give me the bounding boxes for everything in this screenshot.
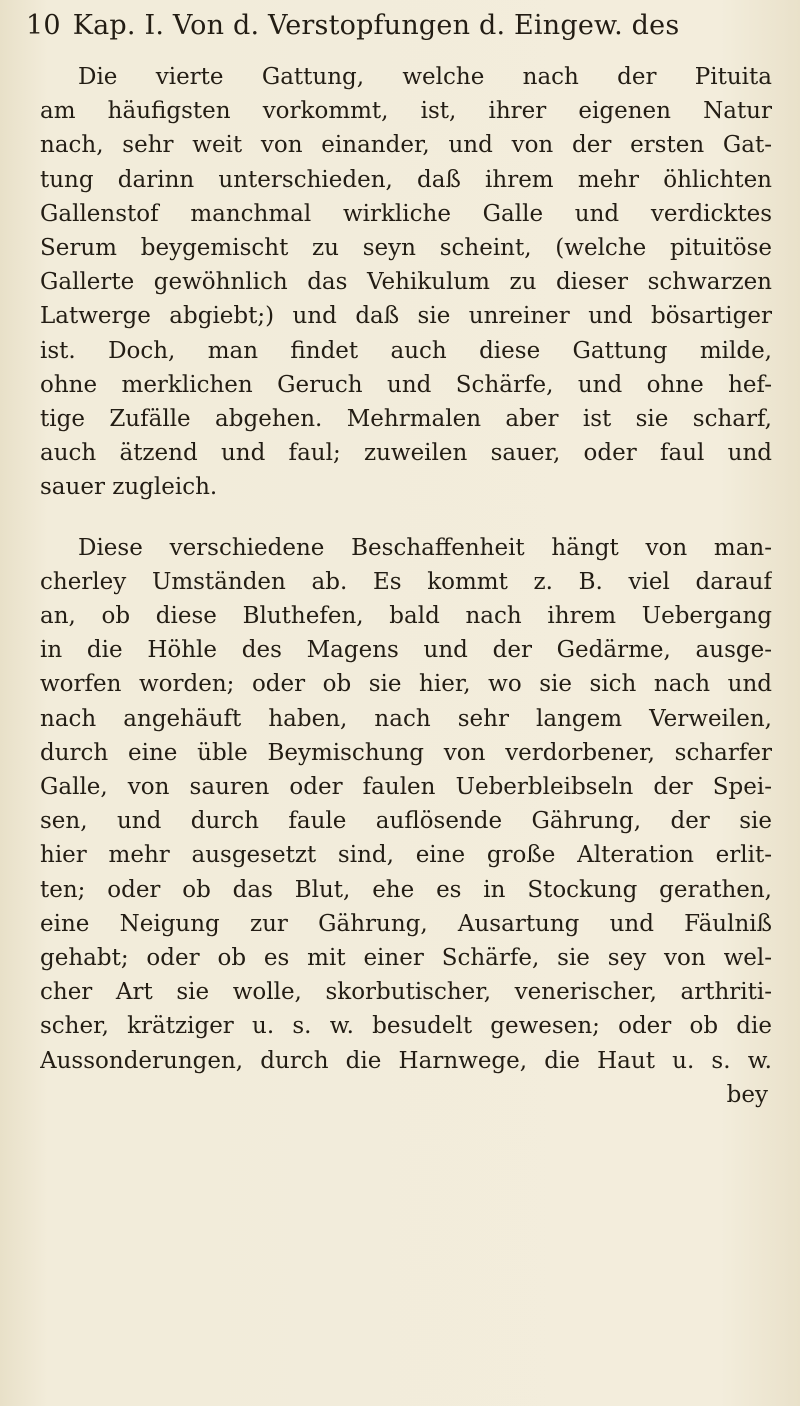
text-line: eine Neigung zur Gährung, Ausartung und Fäulniß <box>40 910 772 937</box>
page-number: 10 <box>26 10 61 41</box>
text-line: an, ob diese Bluthefen, bald nach ihrem Uebergang <box>40 603 772 630</box>
text-line: cherley Umständen ab. Es kommt z. B. viel darauf <box>40 568 772 595</box>
text-line: Gallerte gewöhnlich das Vehikulum zu dieser schwarzen <box>40 269 772 296</box>
text-line: hier mehr ausgesetzt sind, eine große Alteration erlit- <box>40 842 772 869</box>
text-line: worfen worden; oder ob sie hier, wo sie sich nach und <box>40 671 772 698</box>
paragraph-2 <box>40 531 772 1078</box>
text-line: Aussonderungen, durch die Harnwege, die Haut u. s. w. <box>40 1047 772 1074</box>
text-line: gehabt; oder ob es mit einer Schärfe, sie sey von wel- <box>40 945 772 972</box>
text-line: sauer zugleich. <box>40 474 218 501</box>
text-line: Diese verschiedene Beschaffenheit hängt von man- <box>78 534 772 561</box>
text-line: scher, krätziger u. s. w. besudelt gewesen; oder ob die <box>40 1013 772 1040</box>
text-line: cher Art sie wolle, skorbutischer, venerischer, arthriti- <box>40 979 772 1006</box>
text-line: tige Zufälle abgehen. Mehrmalen aber ist sie scharf, <box>40 406 772 433</box>
text-line: nach angehäuft haben, nach sehr langem Verweilen, <box>40 705 772 732</box>
text-line: ohne merklichen Geruch und Schärfe, und ohne hef- <box>40 371 772 398</box>
text-line: Galle, von sauren oder faulen Ueberbleibseln der Spei- <box>40 774 772 801</box>
text-line: Die vierte Gattung, welche nach der Pituita <box>78 64 772 90</box>
running-head <box>26 10 772 54</box>
running-title: Kap. I. Von d. Verstopfungen d. Eingew. des <box>72 10 680 41</box>
text-line: ten; oder ob das Blut, ehe es in Stockung gerathen, <box>40 876 772 903</box>
text-line: Latwerge abgiebt;) und daß sie unreiner und bösartiger <box>40 303 772 330</box>
text-line: ist. Doch, man findet auch diese Gattung milde, <box>40 337 772 364</box>
body-text <box>40 60 772 1112</box>
catchword: bey <box>726 1081 768 1108</box>
text-line: tung darinn unterschieden, daß ihrem mehr öhlichten <box>40 166 772 193</box>
text-line: am häufigsten vorkommt, ist, ihrer eigenen Natur <box>40 98 772 125</box>
text-line: nach, sehr weit von einander, und von der ersten Gat- <box>40 132 772 159</box>
text-line: durch eine üble Beymischung von verdorbener, scharfer <box>40 739 772 766</box>
text-line: Gallenstof manchmal wirkliche Galle und verdicktes <box>40 200 772 227</box>
text-line: sen, und durch faule auflösende Gährung, der sie <box>40 808 772 835</box>
text-line: auch ätzend und faul; zuweilen sauer, oder faul und <box>40 440 772 467</box>
text-line: Serum beygemischt zu seyn scheint, (welche pituitöse <box>40 235 772 262</box>
text-line: in die Höhle des Magens und der Gedärme, ausge- <box>40 637 772 664</box>
paragraph-1 <box>40 60 772 505</box>
